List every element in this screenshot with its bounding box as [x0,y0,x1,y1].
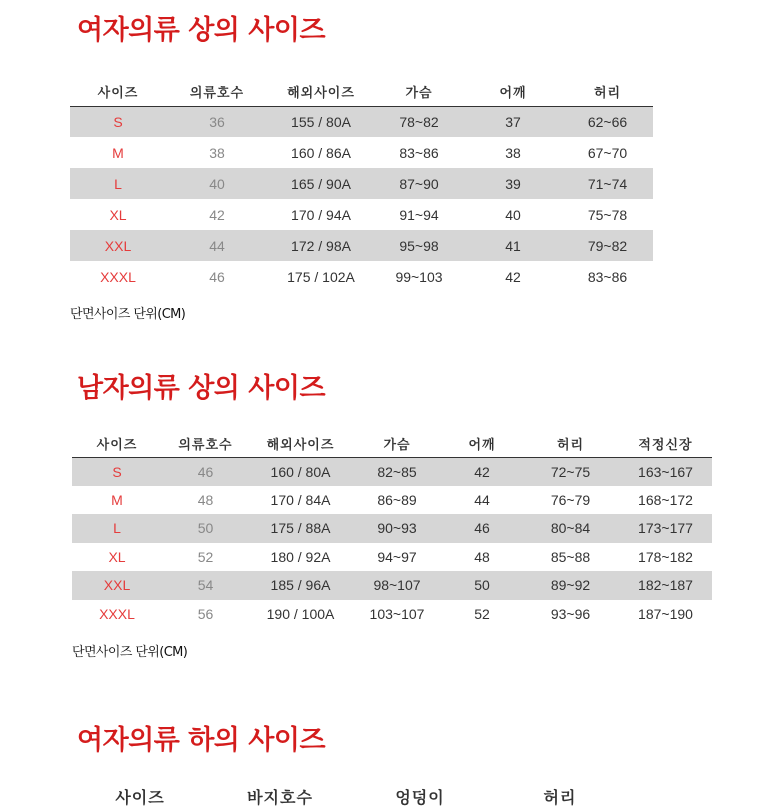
chest-cell: 98~107 [352,571,442,600]
size-cell: M [112,144,124,161]
header-size: 사이즈 [97,86,139,102]
header-overseas-size: 해외사이즈 [287,86,355,102]
header-waist: 허리 [593,86,622,102]
clothing-number-cell: 38 [209,144,225,161]
header-chest: 가슴 [383,437,411,453]
size-cell: M [111,491,123,508]
size-cell: S [72,457,162,486]
unit-note: 단면사이즈 단위(CM) [70,307,186,322]
size-cell: XL [108,548,126,565]
waist-cell: 75~78 [587,206,628,223]
overseas-size-cell: 190 / 100A [266,605,335,622]
size-cell: XXXL [100,268,136,285]
height-cell: 168~172 [638,491,693,508]
chest-cell: 99~103 [395,268,443,285]
table-header-row [70,782,630,810]
size-cell: XXXL [99,605,135,622]
waist-cell: 89~92 [522,571,619,600]
clothing-number-cell: 54 [162,571,249,600]
header-overseas-size: 해외사이즈 [266,437,335,453]
table-row [70,261,653,292]
shoulder-cell: 52 [474,605,490,622]
men-top-size-table [72,430,712,628]
waist-cell: 72~75 [522,457,619,486]
waist-cell: 93~96 [550,605,591,622]
header-clothing-number: 의류호수 [189,86,245,102]
table-row [70,199,653,230]
chest-cell: 91~94 [399,206,439,223]
overseas-size-cell: 170 / 84A [270,491,331,508]
chest-cell: 87~90 [374,168,464,199]
overseas-size-cell: 165 / 90A [268,168,374,199]
waist-cell: 62~66 [562,106,653,137]
clothing-number-cell: 46 [209,268,225,285]
shoulder-cell: 46 [442,514,522,543]
shoulder-cell: 48 [474,548,490,565]
waist-cell: 67~70 [587,144,628,161]
clothing-number-cell: 36 [166,106,268,137]
waist-cell: 85~88 [550,548,591,565]
table-row [70,168,653,199]
size-cell: S [70,106,166,137]
overseas-size-cell: 175 / 102A [287,268,355,285]
header-waist: 허리 [543,787,577,807]
chest-cell: 86~89 [377,491,417,508]
height-cell: 178~182 [638,548,693,565]
header-recommended-height: 적정신장 [638,437,693,453]
waist-cell: 76~79 [550,491,591,508]
table-header-row [72,430,712,457]
shoulder-cell: 42 [442,457,522,486]
shoulder-cell: 44 [474,491,490,508]
header-clothing-number: 의류호수 [178,437,233,453]
header-waist: 허리 [556,437,585,453]
overseas-size-cell: 160 / 80A [249,457,352,486]
women-bottom-size-table [70,782,630,810]
clothing-number-cell: 40 [166,168,268,199]
clothing-number-cell: 46 [162,457,249,486]
table-row [70,137,653,168]
chest-cell: 103~107 [369,605,425,622]
table-row [72,514,712,543]
table-row [72,457,712,486]
size-cell: L [72,514,162,543]
overseas-size-cell: 160 / 86A [291,144,351,161]
overseas-size-cell: 172 / 98A [268,230,374,261]
size-cell: XXL [72,571,162,600]
chest-cell: 78~82 [374,106,464,137]
men-top-title: 남자의류 상의 사이즈 [77,373,326,404]
overseas-size-cell: 180 / 92A [270,548,331,565]
header-size: 사이즈 [115,787,165,807]
women-top-title: 여자의류 상의 사이즈 [77,15,326,46]
header-shoulder: 어깨 [468,437,496,453]
women-top-size-table [70,78,653,292]
size-cell: XXL [70,230,166,261]
table-row [72,600,712,629]
waist-cell: 71~74 [562,168,653,199]
chest-cell: 90~93 [352,514,442,543]
table-row [70,230,653,261]
height-cell: 182~187 [619,571,712,600]
waist-cell: 83~86 [587,268,628,285]
shoulder-cell: 39 [464,168,562,199]
unit-note: 단면사이즈 단위(CM) [72,645,188,660]
table-row [72,486,712,515]
waist-cell: 80~84 [522,514,619,543]
overseas-size-cell: 155 / 80A [268,106,374,137]
table-row [72,543,712,572]
waist-cell: 79~82 [562,230,653,261]
height-cell: 187~190 [638,605,693,622]
header-size: 사이즈 [96,437,138,453]
header-hip: 엉덩이 [395,787,445,807]
chest-cell: 94~97 [377,548,417,565]
height-cell: 163~167 [619,457,712,486]
table-row [70,106,653,137]
shoulder-cell: 40 [505,206,521,223]
header-chest: 가슴 [405,86,433,102]
clothing-number-cell: 50 [162,514,249,543]
table-header-row [70,78,653,106]
chest-cell: 95~98 [374,230,464,261]
shoulder-cell: 37 [464,106,562,137]
shoulder-cell: 38 [505,144,521,161]
overseas-size-cell: 185 / 96A [249,571,352,600]
chest-cell: 83~86 [399,144,439,161]
clothing-number-cell: 52 [197,548,214,565]
size-cell: L [70,168,166,199]
shoulder-cell: 41 [464,230,562,261]
height-cell: 173~177 [619,514,712,543]
clothing-number-cell: 42 [209,206,225,223]
overseas-size-cell: 175 / 88A [249,514,352,543]
header-pants-number: 바지호수 [247,787,313,807]
size-cell: XL [109,206,127,223]
shoulder-cell: 50 [442,571,522,600]
chest-cell: 82~85 [352,457,442,486]
clothing-number-cell: 48 [197,491,214,508]
clothing-number-cell: 44 [166,230,268,261]
women-bottom-title: 여자의류 하의 사이즈 [77,725,326,756]
table-row [72,571,712,600]
overseas-size-cell: 170 / 94A [291,206,351,223]
clothing-number-cell: 56 [197,605,214,622]
header-shoulder: 어깨 [499,86,527,102]
shoulder-cell: 42 [505,268,521,285]
